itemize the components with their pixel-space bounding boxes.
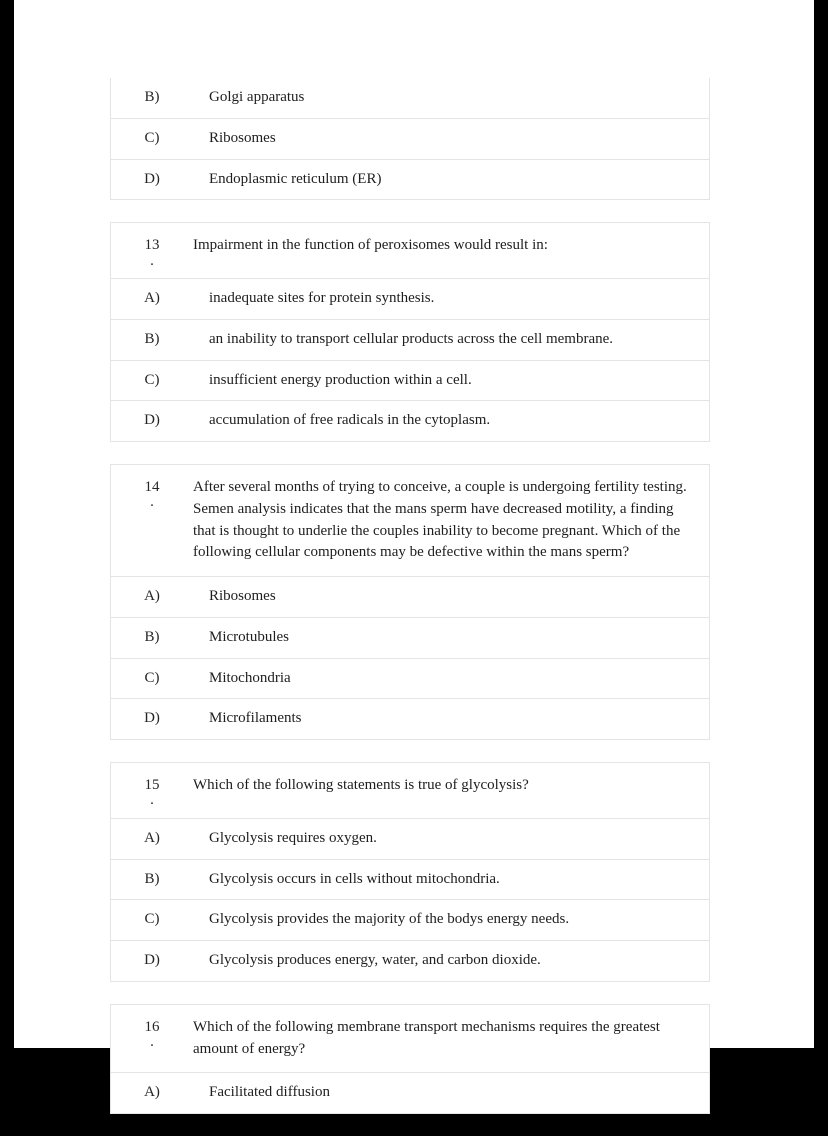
question-text: After several months of trying to conceive, a couple is undergoing fertility testing. Semen analysis indicates that the mans sperm have decreased motility, a finding that is thought to underlie the couples inability to become pregnant. Which of the following cellular components may be defective within the mans sperm? <box>193 479 687 561</box>
question-number: 16 . <box>144 1018 160 1050</box>
question-stem-row <box>110 762 710 818</box>
question-block-16 <box>110 1004 710 1114</box>
option-text: Ribosomes <box>209 129 276 146</box>
option-text: Glycolysis occurs in cells without mitochondria. <box>209 870 500 887</box>
option-text: Glycolysis requires oxygen. <box>209 829 377 846</box>
option-row[interactable] <box>110 576 710 617</box>
option-text: Mitochondria <box>209 669 291 686</box>
option-row[interactable] <box>110 859 710 900</box>
option-label: A) <box>144 588 160 604</box>
option-text: Facilitated diffusion <box>209 1084 330 1101</box>
option-text: Microfilaments <box>209 710 302 727</box>
question-stem-row <box>110 464 710 576</box>
option-label: D) <box>144 412 160 429</box>
option-row[interactable] <box>110 400 710 442</box>
option-text: insufficient energy production within a cell. <box>209 371 472 388</box>
option-row[interactable] <box>110 818 710 859</box>
option-label: B) <box>144 628 160 645</box>
option-label: C) <box>144 669 160 686</box>
option-text: accumulation of free radicals in the cytoplasm. <box>209 412 491 429</box>
question-block-13 <box>110 222 710 442</box>
option-text: Golgi apparatus <box>209 89 305 105</box>
option-label: D) <box>144 952 160 968</box>
option-text: Ribosomes <box>209 588 276 604</box>
option-label: B) <box>144 870 160 887</box>
option-label: B) <box>144 89 160 105</box>
question-number: 15 . <box>144 777 160 809</box>
option-row[interactable] <box>110 360 710 401</box>
question-number: 14 . <box>144 479 160 511</box>
option-row[interactable] <box>110 658 710 699</box>
option-text: Endoplasmic reticulum (ER) <box>209 170 382 187</box>
document-page <box>14 0 814 1101</box>
option-label: C) <box>144 371 160 388</box>
question-list <box>110 78 710 1136</box>
option-label: A) <box>144 1084 160 1101</box>
question-number: 13 . <box>144 237 160 269</box>
answer-block-partial <box>110 78 710 200</box>
option-row[interactable] <box>110 940 710 982</box>
question-stem-row <box>110 1004 710 1073</box>
option-row[interactable] <box>110 118 710 159</box>
question-block-15 <box>110 762 710 982</box>
question-text: Which of the following membrane transport mechanisms requires the greatest amount of energy? <box>193 1018 660 1057</box>
option-text: Glycolysis provides the majority of the bodys energy needs. <box>209 911 570 928</box>
option-row[interactable] <box>110 1072 710 1114</box>
option-row[interactable] <box>110 78 710 118</box>
option-row[interactable] <box>110 617 710 658</box>
question-block-14 <box>110 464 710 740</box>
question-text: Which of the following statements is true of glycolysis? <box>193 777 529 793</box>
option-text: inadequate sites for protein synthesis. <box>209 290 435 306</box>
option-row[interactable] <box>110 698 710 740</box>
question-stem-row <box>110 222 710 278</box>
option-label: C) <box>144 911 160 928</box>
option-label: A) <box>144 290 160 306</box>
option-row[interactable] <box>110 278 710 319</box>
option-text: an inability to transport cellular products across the cell membrane. <box>209 330 614 347</box>
option-label: C) <box>144 129 160 146</box>
option-label: A) <box>144 829 160 846</box>
option-row[interactable] <box>110 899 710 940</box>
option-row[interactable] <box>110 319 710 360</box>
option-label: D) <box>144 170 160 187</box>
option-label: D) <box>144 710 160 727</box>
option-text: Glycolysis produces energy, water, and carbon dioxide. <box>209 952 541 968</box>
option-label: B) <box>144 330 160 347</box>
option-text: Microtubules <box>209 628 289 645</box>
option-row[interactable] <box>110 159 710 201</box>
question-text: Impairment in the function of peroxisomes would result in: <box>193 237 548 254</box>
